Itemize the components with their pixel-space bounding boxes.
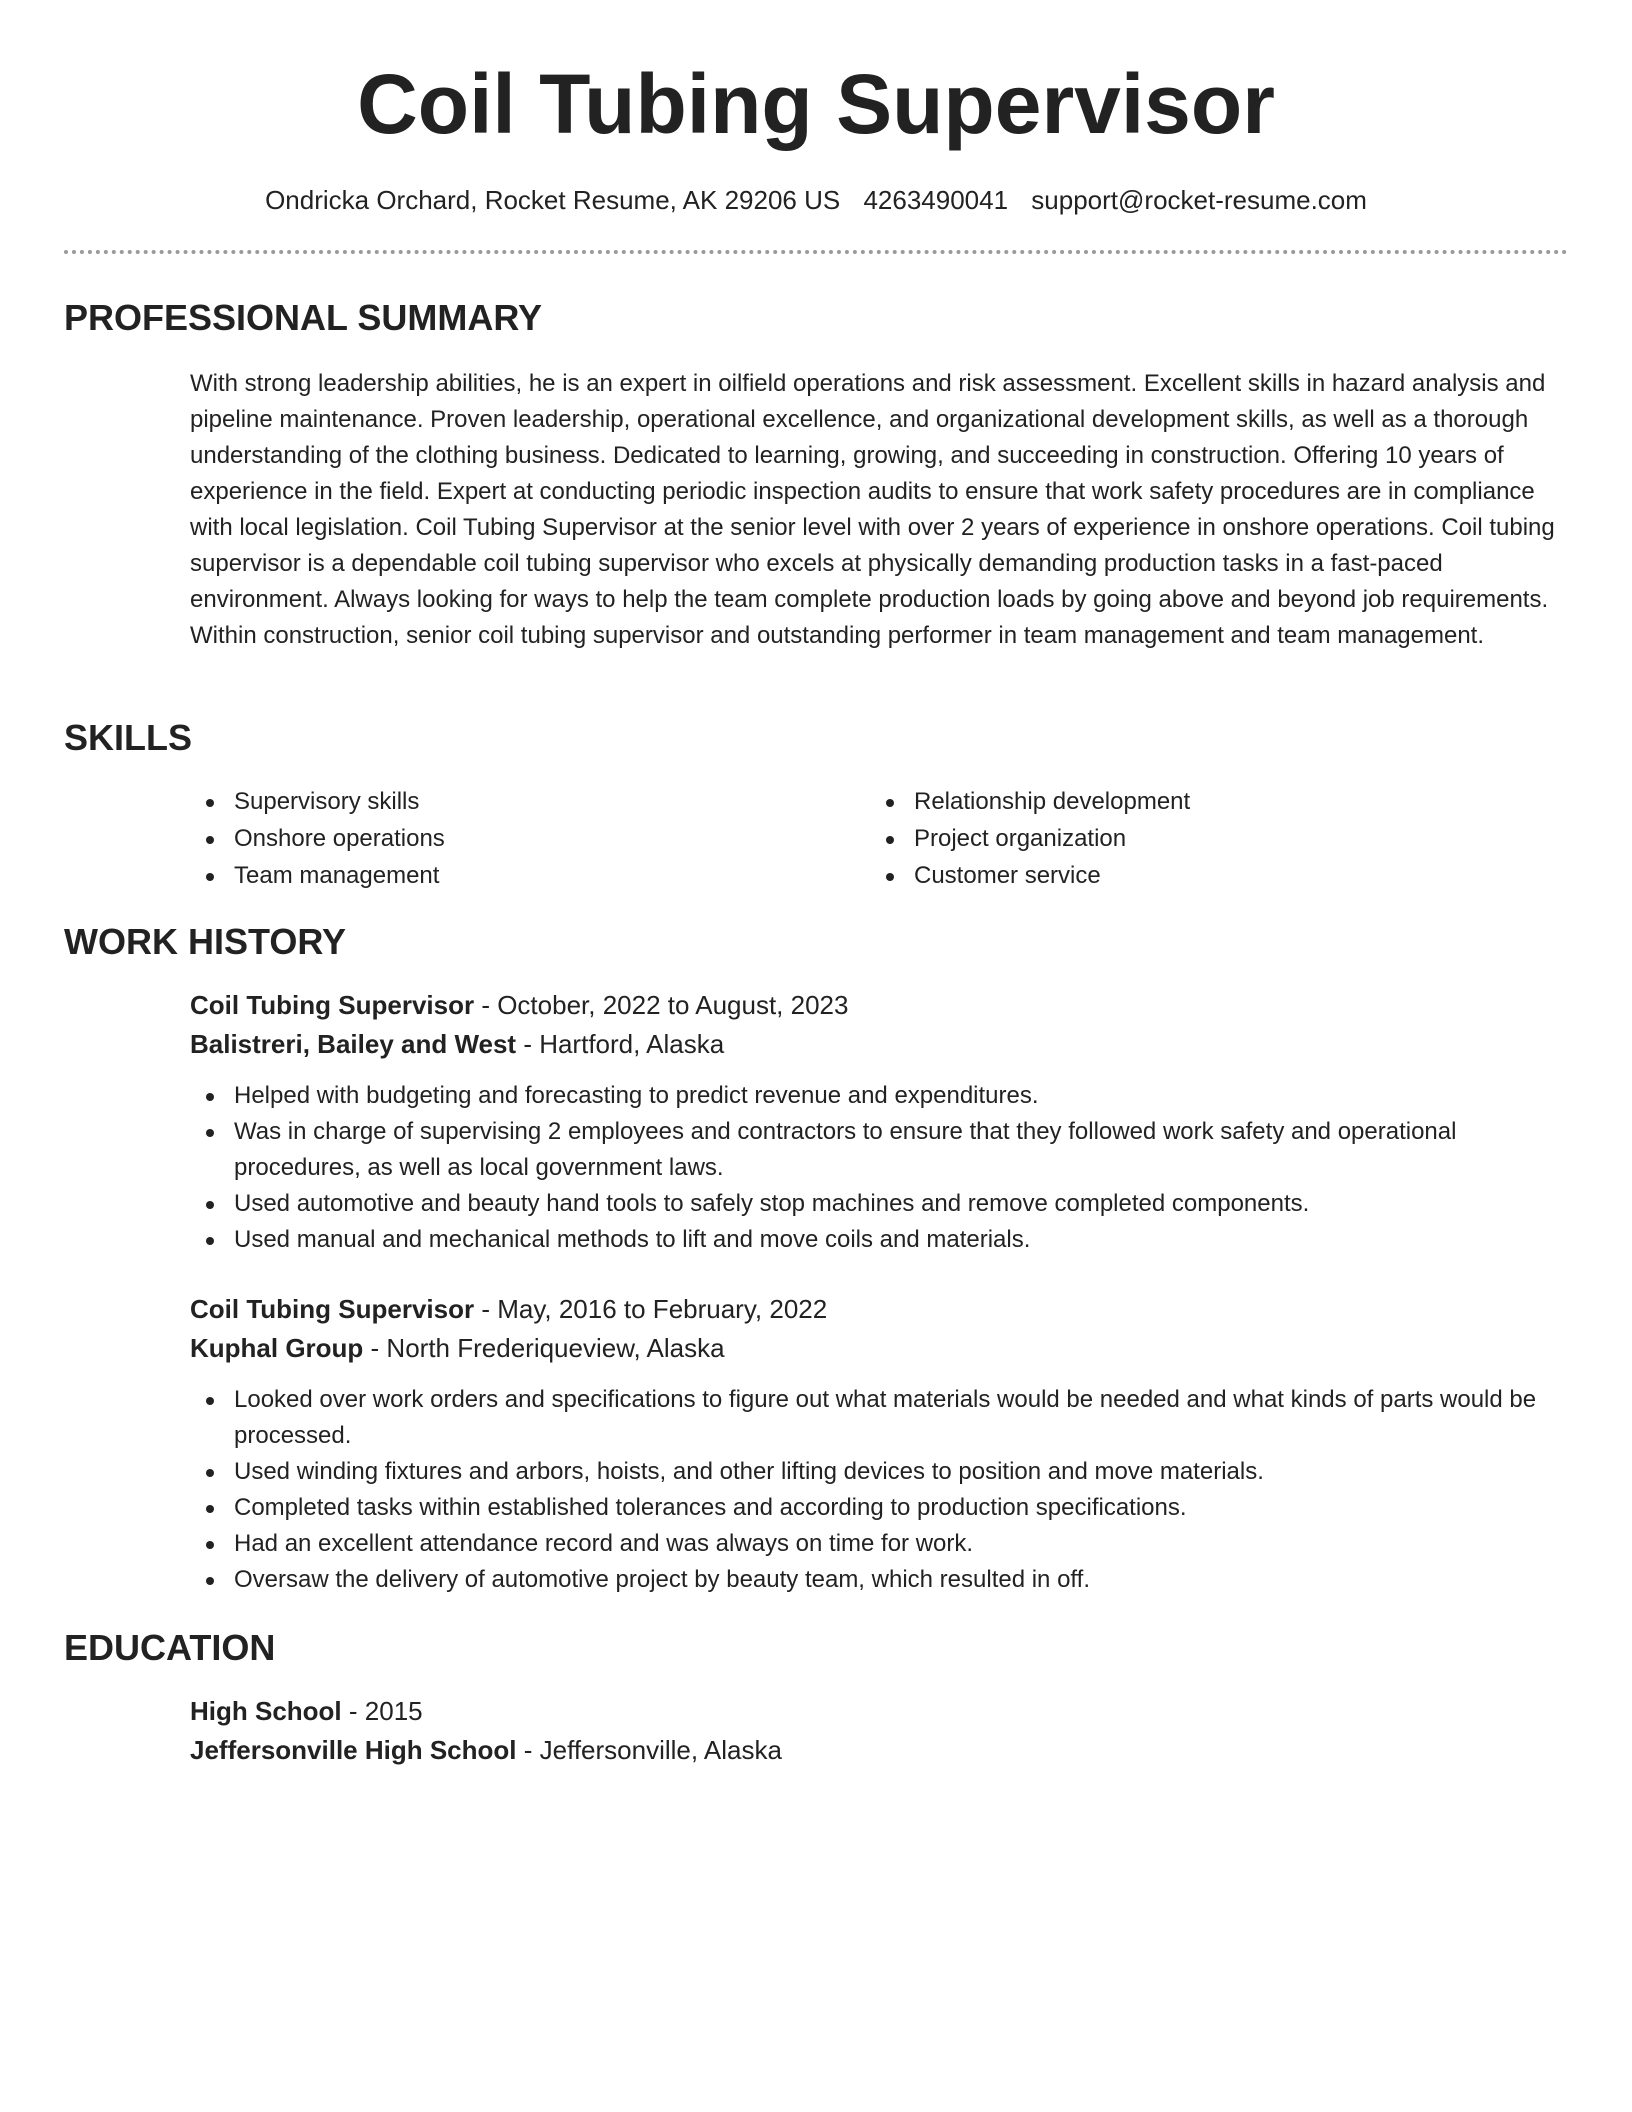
skills-list	[190, 784, 1570, 895]
education-location: - Jeffersonville, Alaska	[516, 1735, 782, 1765]
job-bullet: Had an excellent attendance record and was always on time for work.	[190, 1526, 1570, 1562]
job-dates: - October, 2022 to August, 2023	[474, 990, 849, 1020]
education-entry	[190, 1692, 1570, 1770]
job-company-line	[190, 1025, 1570, 1064]
job-bullet: Used winding fixtures and arbors, hoists, and other lifting devices to position and move materials.	[190, 1454, 1570, 1490]
skill-item: Onshore operations	[190, 821, 870, 858]
job-bullet: Looked over work orders and specifications to figure out what materials would be needed and what kinds of parts would be processed.	[190, 1382, 1570, 1454]
skill-item: Supervisory skills	[190, 784, 870, 821]
skill-item: Customer service	[870, 858, 1550, 895]
work-heading: WORK HISTORY	[64, 921, 347, 962]
job-bullet: Used manual and mechanical methods to lift and move coils and materials.	[190, 1222, 1570, 1258]
education-degree-line	[190, 1692, 1570, 1731]
job-bullet: Oversaw the delivery of automotive project by beauty team, which resulted in off.	[190, 1562, 1570, 1598]
job-bullet: Completed tasks within established tolerances and according to production specifications.	[190, 1490, 1570, 1526]
summary-heading: PROFESSIONAL SUMMARY	[64, 297, 543, 338]
summary-text: With strong leadership abilities, he is an expert in oilfield operations and risk assessment. Excellent skills in hazard analysis and pipeline maintenance. Proven leadership, operational excellence, and organizational development skills, as well as a thorough understanding of the clothing business. Dedicated to learning, growing, and succeeding in construction. Offering 10 years of experience in the field. Expert at conducting periodic inspection audits to ensure that work safety procedures are in compliance with local legislation. Coil Tubing Supervisor at the senior level with over 2 years of experience in onshore operations. Coil tubing supervisor is a dependable coil tubing supervisor who excels at physically demanding production tasks in a fast-paced environment. Always looking for ways to help the team complete production loads by going above and beyond job requirements. Within construction, senior coil tubing supervisor and outstanding performer in team management and team management.	[190, 370, 1555, 649]
job-bullet: Helped with budgeting and forecasting to predict revenue and expenditures.	[190, 1078, 1570, 1114]
contact-email: support@rocket-resume.com	[1031, 185, 1367, 215]
job-company: Balistreri, Bailey and West	[190, 1029, 517, 1059]
job-location: - North Frederiqueview, Alaska	[363, 1333, 725, 1363]
job-company: Kuphal Group	[190, 1333, 364, 1363]
job-title-line	[190, 1290, 1570, 1329]
skill-item: Team management	[190, 858, 870, 895]
job-title: Coil Tubing Supervisor	[190, 990, 475, 1020]
job-bullet-list	[190, 1078, 1570, 1258]
job-entry	[190, 1290, 1570, 1598]
contact-phone: 4263490041	[863, 185, 1009, 215]
job-location: - Hartford, Alaska	[516, 1029, 725, 1059]
job-bullet: Used automotive and beauty hand tools to safely stop machines and remove completed components.	[190, 1186, 1570, 1222]
job-dates: - May, 2016 to February, 2022	[474, 1294, 828, 1324]
resume-title: Coil Tubing Supervisor	[357, 57, 1275, 151]
job-entry	[190, 986, 1570, 1258]
job-bullet-list	[190, 1382, 1570, 1598]
education-school: Jeffersonville High School	[190, 1735, 517, 1765]
education-degree: High School	[190, 1696, 342, 1726]
job-title-line	[190, 986, 1570, 1025]
contact-address: Ondricka Orchard, Rocket Resume, AK 29206 US	[265, 185, 841, 215]
skills-heading: SKILLS	[64, 717, 193, 758]
education-year: - 2015	[341, 1696, 423, 1726]
contact-line	[0, 182, 1632, 218]
job-bullet: Was in charge of supervising 2 employees and contractors to ensure that they followed work safety and operational procedures, as well as local government laws.	[190, 1114, 1570, 1186]
skill-item: Relationship development	[870, 784, 1550, 821]
education-heading: EDUCATION	[64, 1627, 276, 1668]
skill-item: Project organization	[870, 821, 1550, 858]
education-school-line	[190, 1731, 1570, 1770]
job-title: Coil Tubing Supervisor	[190, 1294, 475, 1324]
job-company-line	[190, 1329, 1570, 1368]
header-divider	[64, 250, 1568, 254]
